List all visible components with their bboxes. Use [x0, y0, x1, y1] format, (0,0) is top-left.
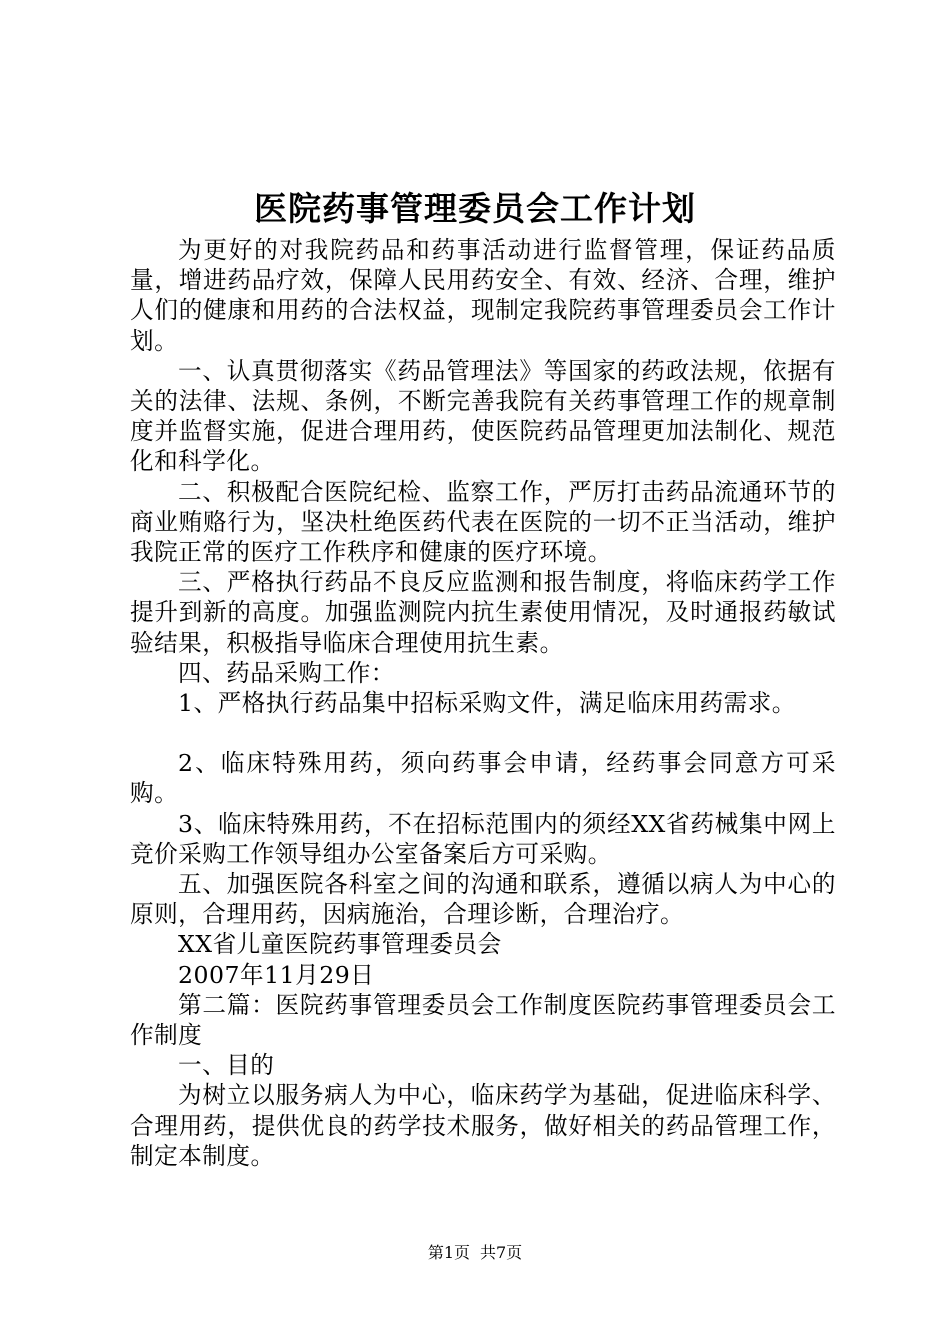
page-footer	[0, 1242, 950, 1264]
section-1-paragraph: 一、认真贯彻落实《药品管理法》等国家的药政法规，依据有关的法律、法规、条例，不断完善我院有关药事管理工作的规章制度并监督实施，促进合理用药，使医院药品管理更加法制化、规范化和科学化。	[130, 356, 836, 476]
page-total: 共7页	[480, 1243, 523, 1262]
document-body	[130, 235, 836, 1171]
section-4-item-2: 2、临床特殊用药，须向药事会申请，经药事会同意方可采购。	[130, 749, 836, 808]
section-5-paragraph: 五、加强医院各科室之间的沟通和联系，遵循以病人为中心的原则，合理用药，因病施治，合理诊断，合理治疗。	[130, 870, 836, 929]
section-4-item-3: 3、临床特殊用药，不在招标范围内的须经XX省药械集中网上竞价采购工作领导组办公室备案后方可采购。	[130, 809, 836, 868]
part-two-section-1-heading: 一、目的	[178, 1051, 275, 1080]
section-3-paragraph: 三、严格执行药品不良反应监测和报告制度，将临床药学工作提升到新的高度。加强监测院内抗生素使用情况，及时通报药敏试验结果，积极指导临床合理使用抗生素。	[130, 568, 836, 657]
section-4-heading: 四、药品采购工作：	[178, 658, 395, 687]
signature-organization: XX省儿童医院药事管理委员会	[178, 930, 502, 959]
section-2-paragraph: 二、积极配合医院纪检、监察工作，严厉打击药品流通环节的商业贿赂行为，坚决杜绝医药代表在医院的一切不正当活动，维护我院正常的医疗工作秩序和健康的医疗环境。	[130, 477, 836, 567]
signature-date: 2007年11月29日	[178, 960, 375, 989]
intro-paragraph: 为更好的对我院药品和药事活动进行监督管理，保证药品质量，增进药品疗效，保障人民用药安全、有效、经济、合理，维护人们的健康和用药的合法权益，现制定我院药事管理委员会工作计划。	[130, 236, 836, 355]
part-two-heading: 第二篇：医院药事管理委员会工作制度医院药事管理委员会工作制度	[130, 990, 836, 1050]
section-4-item-1: 1、严格执行药品集中招标采购文件，满足临床用药需求。	[178, 689, 796, 718]
page-number: 第1页	[427, 1243, 470, 1262]
document-title: 医院药事管理委员会工作计划	[254, 189, 696, 228]
part-two-purpose-paragraph: 为树立以服务病人为中心，临床药学为基础，促进临床科学、合理用药，提供优良的药学技术服务，做好相关的药品管理工作，制定本制度。	[130, 1081, 836, 1170]
